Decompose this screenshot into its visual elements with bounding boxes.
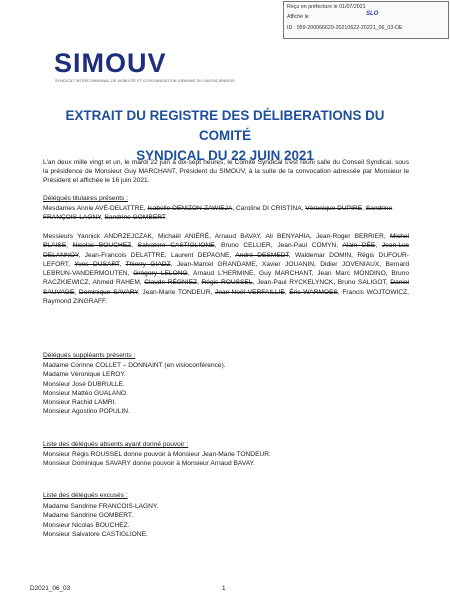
struck-name: Michel BLAISE — [43, 233, 409, 250]
struck-name: Isabelle DENIZON-ZAWIEJA — [147, 205, 233, 212]
mesdames-list — [43, 205, 392, 221]
struck-name: Sandrine FRANÇOIS-LAGNY — [43, 205, 393, 222]
document-title — [40, 106, 410, 166]
name-text: , Bruno CELLIER, Jean-Paul COMYN, — [214, 242, 343, 250]
name-text: , Arnaud L'HERMINE, Guy MARCHANT, Jean Marc MONDINO, Bruno RACZKIEWICZ, Ahmed RAHEM, — [43, 270, 410, 287]
name-text: , — [74, 288, 79, 296]
stamp-id: ID : 059-200066629-20210622-20221_06_03-DE — [287, 25, 403, 31]
title-line-1: EXTRAIT DU REGISTRE DES DÉLIBERATIONS DU COMITÉ — [65, 108, 385, 143]
struck-name: Yves DUSART — [74, 260, 120, 268]
name-text: , — [284, 288, 290, 296]
mesdames-label: Mesdames — [43, 205, 76, 212]
name-text: , Jean-Marcel GRANDAME, Xavier JOUANIN, Didier JOVENIAUX, Bernard LEBRUN-VANDERMOUTEN, — [43, 260, 410, 278]
name-text: , Jean-Paul RYCKELYNCK, Bruno SALIGOT, — [252, 279, 391, 287]
list-item: Madame Véronique LEROY. — [43, 371, 126, 379]
stamp-received-date: Reçu en préfecture le 01/07/2021 — [287, 4, 366, 10]
list-item: Monsieur José DUBRULLE. — [43, 380, 125, 388]
title-line-2: SYNDICAL DU 22 JUIN 2021 — [136, 148, 314, 163]
list-item: Monsieur Rachid LAMRI. — [43, 399, 117, 407]
list-item: Monsieur Nicolas BOUCHEZ. — [43, 521, 130, 529]
name-text: , — [362, 205, 366, 212]
titulaires-messieurs — [43, 232, 409, 306]
struck-name: Éric WARMOES — [289, 288, 338, 296]
list-item: Madame Corinne COLLET – DONNAINT (en visioconférence). — [43, 362, 226, 369]
intro-paragraph: L'an deux mille vingt et un, le mardi 22 juin à dix-sept heures, le Comité Syndical s'est réuni salle du Conseil Syndical, sous la présidence de Monsieur Guy MARCHANT, Président du SIMOUV, à la suite de la convocation adressée par Monsieur le Président et affichée le 16 juin 2021. — [43, 159, 409, 185]
struck-name: Jean-Noël VERFAILLIE — [214, 288, 285, 296]
list-item: Monsieur Mattéo GUALANO. — [43, 389, 129, 397]
name-text: , Jean-Francois DELATTRE, Laurent DEPAGNE, — [78, 251, 236, 259]
struck-name: Salvatore CASTIGLIONE — [137, 242, 215, 250]
stamp-posted-label: Affiché le — [287, 14, 309, 20]
absents-heading: Liste des délégués absents ayant donné pouvoir : — [43, 441, 189, 448]
list-item: Monsieur Salvatore CASTIGLIONE. — [43, 530, 148, 538]
name-text: , Jean-Marie TONDEUR, — [137, 288, 215, 296]
struck-name: Grégory LELONG — [133, 270, 188, 278]
list-item: Monsieur Dominique SAVARY donne pouvoir à Monsieur Arnaud BAVAY. — [43, 460, 255, 468]
excuses-list — [43, 502, 409, 539]
logo-tagline: SYNDICAT INTERCOMMUNAL DE MOBILITÉ ET D'ORGANISATION URBAINE DU VALENCIENNOIS — [55, 79, 235, 83]
list-item: Monsieur Agostino POPULIN. — [43, 408, 130, 416]
struck-name: Claude RÉGNIEZ — [144, 279, 198, 287]
name-text: , — [375, 242, 382, 250]
list-item: Madame Sandrine FRANCOIS-LAGNY. — [43, 503, 159, 510]
name-text: , — [131, 242, 138, 250]
struck-name: Régis ROUSSEL — [201, 279, 253, 287]
name-text: , — [100, 214, 105, 222]
list-item: Monsieur Régis ROUSSEL donne pouvoir à Monsieur Jean-Marie TONDEUR. — [43, 451, 271, 458]
titulaires-mesdames — [43, 204, 409, 223]
messieurs-list — [43, 233, 409, 305]
struck-name: Nicolas BOUCHEZ — [72, 242, 132, 250]
struck-name: Jean-Luc DELANNOY — [43, 242, 409, 259]
name-text: , Francis WOJTOWICZ, Raymond ZINGRAFF. — [43, 288, 409, 306]
excuses-heading: Liste des délégués excusés : — [43, 492, 128, 499]
struck-name: Daniel SAUVAGE — [43, 279, 409, 296]
stamp-mark: SLO — [366, 11, 379, 17]
struck-name: Véronique DUPIRE — [305, 205, 363, 212]
struck-name: André DESMEDT — [235, 251, 289, 259]
name-text: , Caroline DI CRISTINA, — [232, 205, 306, 212]
struck-name: Alain DÉE — [342, 242, 376, 250]
titulaires-heading: Délégués titulaires présents : — [43, 195, 129, 202]
struck-name: Sandrine GOMBERT — [104, 214, 166, 222]
struck-name: Dominique SAVARY — [78, 288, 138, 296]
absents-list — [43, 450, 409, 469]
list-item: Madame Sandrine GOMBERT. — [43, 512, 134, 520]
struck-name: Thierry GIADZ — [125, 260, 171, 268]
name-text: , Waldemar DOMIN, Régis DUFOUR-LEFORT, — [43, 251, 410, 268]
document-reference: D2021_06_03 — [30, 585, 71, 592]
name-text: , — [119, 260, 126, 268]
name-text: , — [66, 242, 73, 250]
name-text: Yannick ANDRZEJCZAK, Michaël ANIÉRÉ, Arnaud BAVAY, Ali BENYAHIA, Jean-Roger BERRIER, — [77, 233, 390, 240]
simouv-logo: SIMOUV — [54, 48, 167, 78]
page-number: 1 — [222, 585, 226, 592]
messieurs-label: Messieurs — [43, 233, 74, 240]
suppleants-list — [43, 361, 409, 417]
suppleants-heading: Délégués suppléants présents : — [43, 352, 136, 359]
name-text: , — [197, 279, 202, 287]
prefecture-stamp — [283, 1, 449, 39]
name-text: Annie AVÉ-DELATTRE, — [76, 205, 148, 212]
name-text: . — [165, 214, 168, 222]
